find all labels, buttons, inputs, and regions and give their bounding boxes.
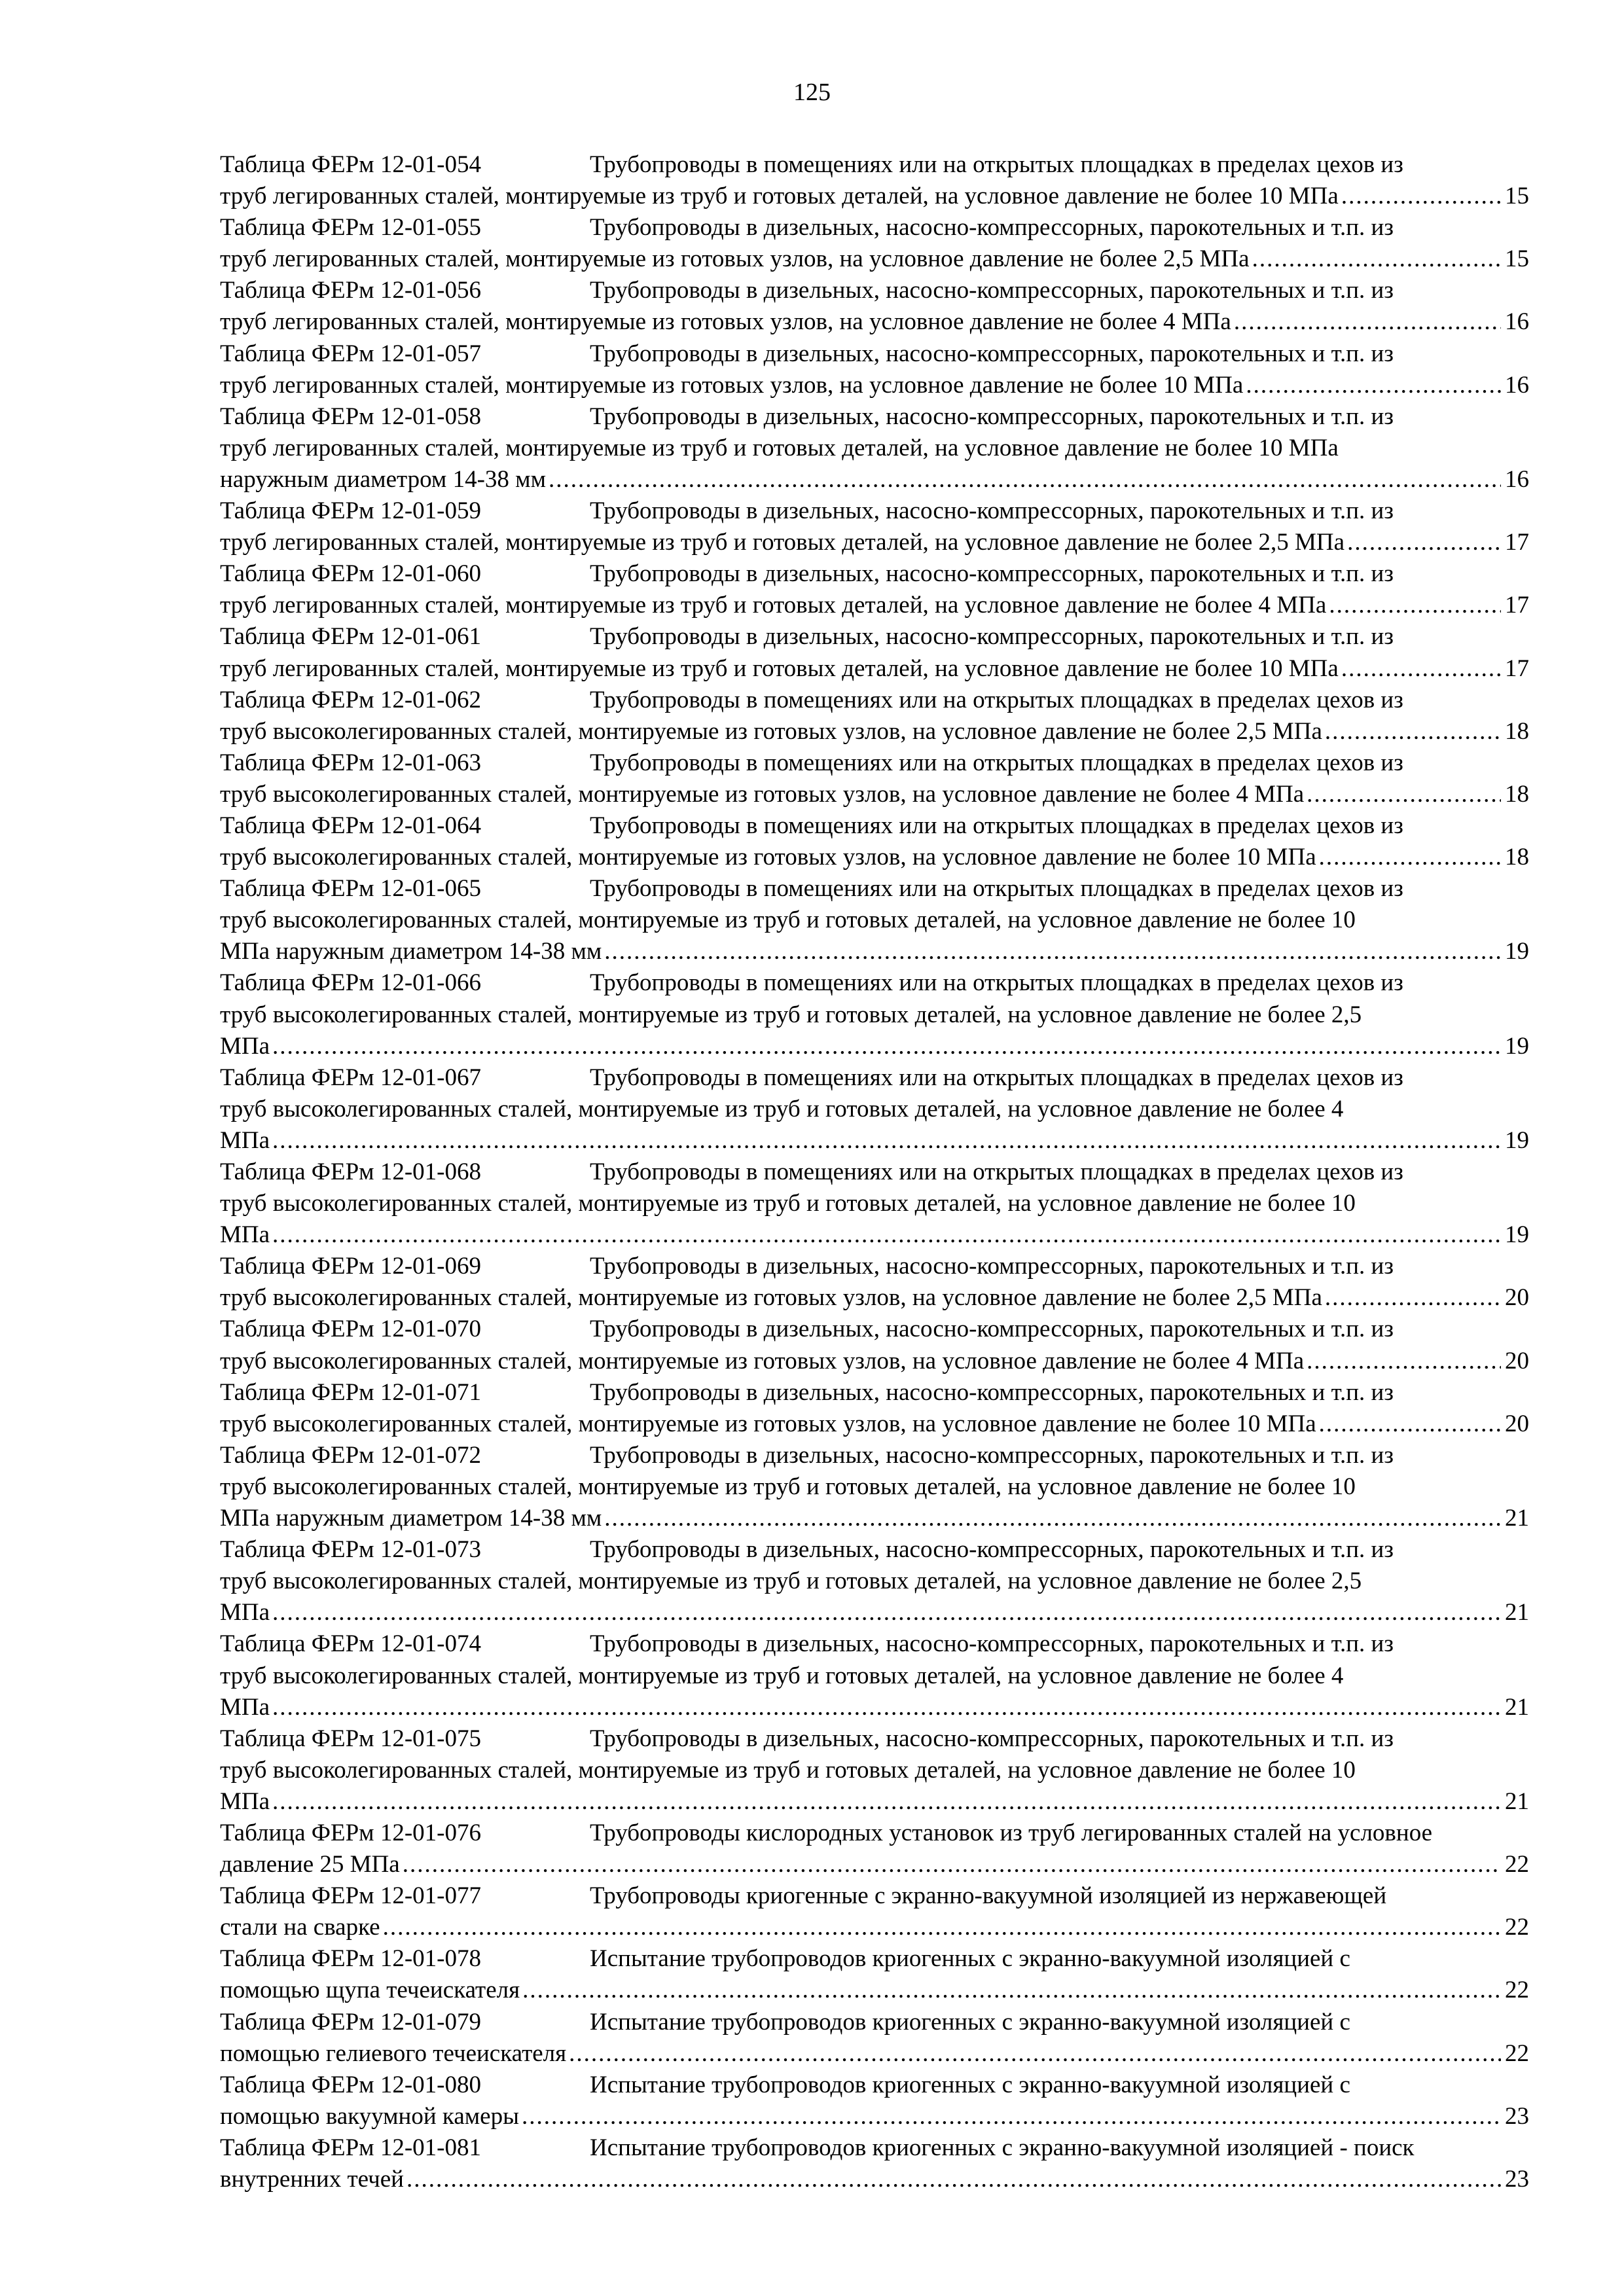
toc-entry-title: Трубопроводы в дизельных, насосно-компрессорных, парокотельных и т.п. из: [590, 1316, 1394, 1343]
toc-entry: [220, 495, 1529, 558]
toc-entry-title: Трубопроводы в дизельных, насосно-компрессорных, парокотельных и т.п. из: [590, 1441, 1394, 1469]
toc-entry-title: труб высоколегированных сталей, монтируемые из труб и готовых деталей, на условное давление не более 2,5: [220, 1001, 1362, 1028]
dot-leader: [1319, 842, 1501, 873]
toc-entry-page: 15: [1505, 245, 1529, 273]
toc-entry-title: Трубопроводы в дизельных, насосно-компрессорных, парокотельных и т.п. из: [590, 1536, 1394, 1564]
toc-entry-page: 16: [1505, 308, 1529, 336]
toc-entry: [220, 685, 1529, 747]
toc-entry: [220, 1251, 1529, 1314]
toc-entry: [220, 1440, 1529, 1534]
toc-entry-title: труб высоколегированных сталей, монтируемые из труб и готовых деталей, на условное давление не более 10: [220, 1473, 1356, 1500]
toc-entry-code: Таблица ФЕРм 12-01-061: [220, 623, 481, 651]
dot-leader: [569, 2038, 1501, 2070]
toc-entry-code: Таблица ФЕРм 12-01-060: [220, 560, 481, 588]
toc-entry-page: 20: [1505, 1284, 1529, 1312]
toc-entry-title: труб легированных сталей, монтируемые из труб и готовых деталей, на условное давление не более 4 МПа: [220, 592, 1327, 619]
toc-entry: [220, 1818, 1529, 1880]
dot-leader: [1347, 527, 1501, 558]
toc-entry-title: Испытание трубопроводов криогенных с экранно-вакуумной изоляцией с: [590, 2071, 1350, 2098]
dot-leader: [272, 1219, 1501, 1251]
dot-leader: [1329, 590, 1501, 621]
toc-entry-page: 16: [1505, 371, 1529, 399]
toc-entry-page: 21: [1505, 1599, 1529, 1626]
toc-entry-title: наружным диаметром 14-38 мм: [220, 465, 547, 493]
dot-leader: [272, 1786, 1501, 1818]
dot-leader: [522, 1975, 1501, 2006]
toc-entry-title: МПа наружным диаметром 14-38 мм: [220, 1505, 602, 1532]
toc-entry-title: помощью щупа течеискателя: [220, 1977, 520, 2004]
toc-entry-code: Таблица ФЕРм 12-01-080: [220, 2071, 481, 2098]
toc-entry-title: труб высоколегированных сталей, монтируемые из труб и готовых деталей, на условное давление не более 10: [220, 906, 1356, 934]
toc-entry-code: Таблица ФЕРм 12-01-056: [220, 277, 481, 304]
toc-entry-code: Таблица ФЕРм 12-01-074: [220, 1630, 481, 1658]
toc-entry-page: 15: [1505, 183, 1529, 210]
toc-entry-title: труб высоколегированных сталей, монтируемые из труб и готовых деталей, на условное давление не более 4: [220, 1095, 1344, 1122]
toc-entry-title: Трубопроводы в помещениях или на открытых площадках в пределах цехов из: [590, 686, 1403, 713]
toc-entry: [220, 810, 1529, 873]
toc-entry-code: Таблица ФЕРм 12-01-054: [220, 151, 481, 178]
dot-leader: [522, 2101, 1501, 2132]
toc-entry-title: труб высоколегированных сталей, монтируемые из готовых узлов, на условное давление не более 10 МПа: [220, 1410, 1316, 1437]
toc-entry-page: 17: [1505, 655, 1529, 682]
toc-entry-title: Испытание трубопроводов криогенных с экранно-вакуумной изоляцией - поиск: [590, 2134, 1415, 2161]
dot-leader: [1252, 243, 1501, 275]
toc-entry-title: Трубопроводы в дизельных, насосно-компрессорных, парокотельных и т.п. из: [590, 1253, 1394, 1280]
toc-entry-title: труб легированных сталей, монтируемые из готовых узлов, на условное давление не более 2,5 МПа: [220, 245, 1250, 273]
toc-entry-title: МПа: [220, 1693, 270, 1721]
toc-entry-title: помощью вакуумной камеры: [220, 2102, 519, 2130]
toc-entry: [220, 621, 1529, 684]
toc-entry: [220, 2070, 1529, 2132]
dot-leader: [1341, 181, 1501, 212]
toc-entry-code: Таблица ФЕРм 12-01-064: [220, 812, 481, 839]
toc-entry-title: Трубопроводы в помещениях или на открытых площадках в пределах цехов из: [590, 1158, 1403, 1185]
toc-entry-title: Трубопроводы в помещениях или на открытых площадках в пределах цехов из: [590, 812, 1403, 839]
toc-entry-title: труб высоколегированных сталей, монтируемые из труб и готовых деталей, на условное давление не более 10: [220, 1190, 1356, 1217]
toc-entry-code: Таблица ФЕРм 12-01-070: [220, 1316, 481, 1343]
dot-leader: [1341, 653, 1501, 685]
toc-entry-title: труб высоколегированных сталей, монтируемые из готовых узлов, на условное давление не более 10 МПа: [220, 844, 1316, 871]
toc-entry-code: Таблица ФЕРм 12-01-057: [220, 340, 481, 367]
toc-entry: [220, 2007, 1529, 2070]
toc-entry-code: Таблица ФЕРм 12-01-077: [220, 1882, 481, 1910]
toc-entry-code: Таблица ФЕРм 12-01-071: [220, 1378, 481, 1406]
toc-entry-page: 21: [1505, 1787, 1529, 1815]
toc-entry-code: Таблица ФЕРм 12-01-075: [220, 1725, 481, 1752]
toc-entry: [220, 747, 1529, 810]
toc-entry-title: Трубопроводы в помещениях или на открытых площадках в пределах цехов из: [590, 749, 1403, 776]
toc-entry: [220, 1880, 1529, 1943]
toc-entry-title: давление 25 МПа: [220, 1851, 400, 1878]
dot-leader: [272, 1692, 1501, 1723]
dot-leader: [272, 1125, 1501, 1157]
toc-entry: [220, 149, 1529, 212]
toc-entry-title: Трубопроводы в дизельных, насосно-компрессорных, парокотельных и т.п. из: [590, 214, 1394, 242]
toc-entry-page: 22: [1505, 1977, 1529, 2004]
toc-entry-page: 22: [1505, 2039, 1529, 2067]
toc-entry-page: 17: [1505, 592, 1529, 619]
toc-entry-page: 21: [1505, 1505, 1529, 1532]
toc-entry: [220, 275, 1529, 338]
toc-entry-page: 23: [1505, 2102, 1529, 2130]
dot-leader: [1246, 370, 1501, 401]
toc-entry-title: стали на сварке: [220, 1914, 380, 1941]
toc-entry: [220, 1534, 1529, 1628]
toc-entry-title: Трубопроводы в дизельных, насосно-компрессорных, парокотельных и т.п. из: [590, 403, 1394, 430]
dot-leader: [604, 1503, 1501, 1534]
toc-entry-title: труб высоколегированных сталей, монтируемые из труб и готовых деталей, на условное давление не более 2,5: [220, 1568, 1362, 1595]
toc-entry: [220, 2132, 1529, 2195]
toc-entry-page: 23: [1505, 2166, 1529, 2193]
dot-leader: [1307, 779, 1501, 810]
dot-leader: [1325, 716, 1501, 747]
toc-entry-code: Таблица ФЕРм 12-01-079: [220, 2008, 481, 2036]
toc-entry-title: труб легированных сталей, монтируемые из труб и готовых деталей, на условное давление не более 10 МПа: [220, 183, 1339, 210]
toc-entry-title: Трубопроводы кислородных установок из труб легированных сталей на условное: [590, 1819, 1433, 1846]
toc-entry-title: труб высоколегированных сталей, монтируемые из готовых узлов, на условное давление не более 4 МПа: [220, 780, 1305, 808]
toc-entry-page: 16: [1505, 465, 1529, 493]
toc-entry-title: труб легированных сталей, монтируемые из готовых узлов, на условное давление не более 4 МПа: [220, 308, 1231, 336]
toc-entry: [220, 1062, 1529, 1157]
toc-entry: [220, 1943, 1529, 2006]
page-number: 125: [793, 79, 831, 106]
toc-entry-page: 20: [1505, 1410, 1529, 1437]
toc-entry: [220, 338, 1529, 401]
toc-entry-title: МПа: [220, 1126, 270, 1154]
toc-entry-title: внутренних течей: [220, 2166, 404, 2193]
toc-entry-page: 19: [1505, 938, 1529, 965]
toc-entry-title: труб высоколегированных сталей, монтируемые из готовых узлов, на условное давление не более 2,5 МПа: [220, 717, 1322, 745]
toc-entry-title: Испытание трубопроводов криогенных с экранно-вакуумной изоляцией с: [590, 2008, 1350, 2036]
dot-leader: [272, 1597, 1501, 1628]
toc-entry-title: Испытание трубопроводов криогенных с экранно-вакуумной изоляцией с: [590, 1945, 1350, 1973]
toc-entry: [220, 873, 1529, 967]
toc-entry: [220, 967, 1529, 1062]
toc-entry-title: Трубопроводы в дизельных, насосно-компрессорных, парокотельных и т.п. из: [590, 340, 1394, 367]
toc-entry-title: МПа: [220, 1032, 270, 1060]
toc-entry-title: помощью гелиевого течеискателя: [220, 2039, 567, 2067]
toc-entry-title: Трубопроводы в помещениях или на открытых площадках в пределах цехов из: [590, 875, 1403, 903]
toc-entry-title: труб высоколегированных сталей, монтируемые из готовых узлов, на условное давление не более 2,5 МПа: [220, 1284, 1322, 1312]
dot-leader: [272, 1031, 1501, 1062]
dot-leader: [383, 1912, 1501, 1943]
toc-entry-page: 19: [1505, 1221, 1529, 1249]
toc-entry-title: труб легированных сталей, монтируемые из труб и готовых деталей, на условное давление не более 10 МПа: [220, 434, 1339, 461]
dot-leader: [604, 936, 1501, 967]
toc-entry-title: труб легированных сталей, монтируемые из готовых узлов, на условное давление не более 10 МПа: [220, 371, 1244, 399]
toc-entry-code: Таблица ФЕРм 12-01-067: [220, 1064, 481, 1091]
toc-entry-page: 20: [1505, 1347, 1529, 1374]
toc-entry-page: 18: [1505, 844, 1529, 871]
toc-entry-code: Таблица ФЕРм 12-01-069: [220, 1253, 481, 1280]
toc-entry-page: 19: [1505, 1032, 1529, 1060]
toc-entry-title: Трубопроводы в дизельных, насосно-компрессорных, парокотельных и т.п. из: [590, 1630, 1394, 1658]
toc-entry-code: Таблица ФЕРм 12-01-062: [220, 686, 481, 713]
toc-entry-title: Трубопроводы в помещениях или на открытых площадках в пределах цехов из: [590, 151, 1403, 178]
table-of-contents: [220, 149, 1529, 2195]
toc-entry: [220, 1377, 1529, 1440]
toc-entry-title: МПа: [220, 1787, 270, 1815]
toc-entry-title: Трубопроводы в дизельных, насосно-компрессорных, парокотельных и т.п. из: [590, 1378, 1394, 1406]
toc-entry: [220, 1314, 1529, 1376]
dot-leader: [1319, 1408, 1501, 1440]
toc-entry-page: 21: [1505, 1693, 1529, 1721]
toc-entry: [220, 1157, 1529, 1251]
toc-entry-code: Таблица ФЕРм 12-01-063: [220, 749, 481, 776]
toc-entry-code: Таблица ФЕРм 12-01-055: [220, 214, 481, 242]
toc-entry-page: 19: [1505, 1126, 1529, 1154]
toc-entry-title: МПа: [220, 1599, 270, 1626]
toc-entry-page: 22: [1505, 1851, 1529, 1878]
dot-leader: [406, 2164, 1501, 2195]
toc-entry-title: Трубопроводы в дизельных, насосно-компрессорных, парокотельных и т.п. из: [590, 497, 1394, 525]
toc-entry: [220, 1723, 1529, 1818]
toc-entry-code: Таблица ФЕРм 12-01-058: [220, 403, 481, 430]
toc-entry-title: Трубопроводы в дизельных, насосно-компрессорных, парокотельных и т.п. из: [590, 1725, 1394, 1752]
toc-entry-page: 17: [1505, 529, 1529, 556]
toc-entry-code: Таблица ФЕРм 12-01-059: [220, 497, 481, 525]
toc-entry-code: Таблица ФЕРм 12-01-081: [220, 2134, 481, 2161]
toc-entry-title: труб высоколегированных сталей, монтируемые из труб и готовых деталей, на условное давление не более 4: [220, 1662, 1344, 1689]
toc-entry-title: Трубопроводы в дизельных, насосно-компрессорных, парокотельных и т.п. из: [590, 560, 1394, 588]
toc-entry-title: МПа наружным диаметром 14-38 мм: [220, 938, 602, 965]
toc-entry-code: Таблица ФЕРм 12-01-066: [220, 969, 481, 997]
toc-entry-title: труб легированных сталей, монтируемые из труб и готовых деталей, на условное давление не более 2,5 МПа: [220, 529, 1345, 556]
toc-entry-page: 18: [1505, 780, 1529, 808]
toc-entry-code: Таблица ФЕРм 12-01-078: [220, 1945, 481, 1973]
dot-leader: [549, 464, 1501, 495]
toc-entry-title: Трубопроводы в помещениях или на открытых площадках в пределах цехов из: [590, 1064, 1403, 1091]
toc-entry-page: 22: [1505, 1914, 1529, 1941]
toc-entry: [220, 401, 1529, 495]
toc-entry-code: Таблица ФЕРм 12-01-068: [220, 1158, 481, 1185]
toc-entry-code: Таблица ФЕРм 12-01-076: [220, 1819, 481, 1846]
dot-leader: [1325, 1282, 1501, 1314]
toc-entry-code: Таблица ФЕРм 12-01-073: [220, 1536, 481, 1564]
toc-entry-title: Трубопроводы в помещениях или на открытых площадках в пределах цехов из: [590, 969, 1403, 997]
dot-leader: [1307, 1346, 1501, 1377]
toc-entry: [220, 212, 1529, 275]
toc-entry-title: Трубопроводы в дизельных, насосно-компрессорных, парокотельных и т.п. из: [590, 623, 1394, 651]
dot-leader: [403, 1849, 1501, 1880]
dot-leader: [1234, 306, 1501, 338]
toc-entry-code: Таблица ФЕРм 12-01-065: [220, 875, 481, 903]
toc-entry-title: Трубопроводы криогенные с экранно-вакуумной изоляцией из нержавеющей: [590, 1882, 1387, 1910]
toc-entry-title: Трубопроводы в дизельных, насосно-компрессорных, парокотельных и т.п. из: [590, 277, 1394, 304]
toc-entry-code: Таблица ФЕРм 12-01-072: [220, 1441, 481, 1469]
toc-entry: [220, 558, 1529, 621]
toc-entry-title: труб высоколегированных сталей, монтируемые из труб и готовых деталей, на условное давление не более 10: [220, 1756, 1356, 1784]
toc-entry: [220, 1628, 1529, 1723]
toc-entry-title: труб легированных сталей, монтируемые из труб и готовых деталей, на условное давление не более 10 МПа: [220, 655, 1339, 682]
toc-entry-page: 18: [1505, 717, 1529, 745]
toc-entry-title: труб высоколегированных сталей, монтируемые из готовых узлов, на условное давление не более 4 МПа: [220, 1347, 1305, 1374]
toc-entry-title: МПа: [220, 1221, 270, 1249]
